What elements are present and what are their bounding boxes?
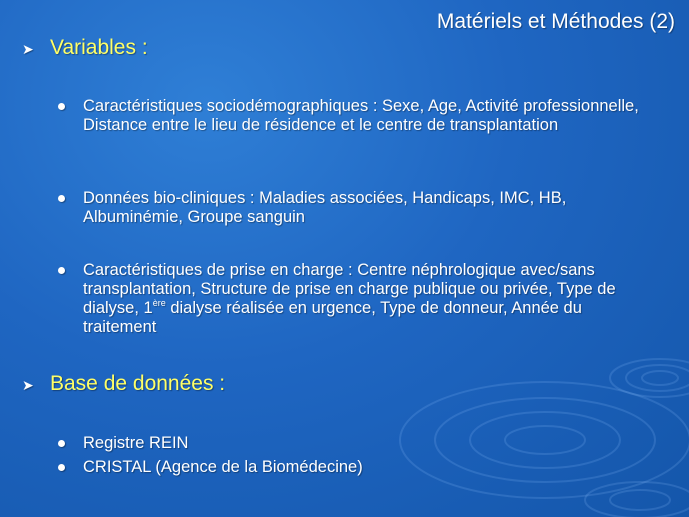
bullet-dot-icon — [58, 267, 65, 274]
section-variables — [22, 36, 148, 60]
list-item — [58, 261, 658, 337]
section-database — [22, 372, 225, 396]
list-item-text — [83, 261, 658, 337]
list-item — [58, 189, 658, 227]
list-item — [58, 458, 658, 477]
list-item-text-part: Caractéristiques de prise en charge : Centre néphrologique avec/sans transplantation, Structure de prise en charge publique ou privée, Type de dialyse, 1 — [83, 261, 616, 317]
slide-title: Matériels et Méthodes (2) — [436, 10, 675, 33]
list-item — [58, 97, 658, 135]
arrowhead-icon: ➤ — [22, 377, 34, 393]
list-item-text: CRISTAL (Agence de la Biomédecine) — [83, 458, 363, 476]
bullet-dot-icon — [58, 103, 65, 110]
arrowhead-icon: ➤ — [22, 41, 34, 57]
section-heading-database: Base de données : — [50, 372, 226, 395]
list-item — [58, 434, 658, 453]
list-item-text: Registre REIN — [83, 434, 189, 452]
list-item-text: Données bio-cliniques : Maladies associées, Handicaps, IMC, HB, Albuminémie, Groupe sanguin — [83, 189, 567, 226]
list-item-text: Caractéristiques sociodémographiques : Sexe, Age, Activité professionnelle, Distance entre le lieu de résidence et le centre de transplantation — [83, 97, 639, 134]
section-heading-variables: Variables : — [50, 36, 148, 59]
superscript: ère — [152, 298, 166, 308]
bullet-dot-icon — [58, 440, 65, 447]
bullet-dot-icon — [58, 464, 65, 471]
bullet-dot-icon — [58, 195, 65, 202]
list-item-text-part: dialyse réalisée en urgence, Type de donneur, Année du traitement — [83, 299, 582, 336]
